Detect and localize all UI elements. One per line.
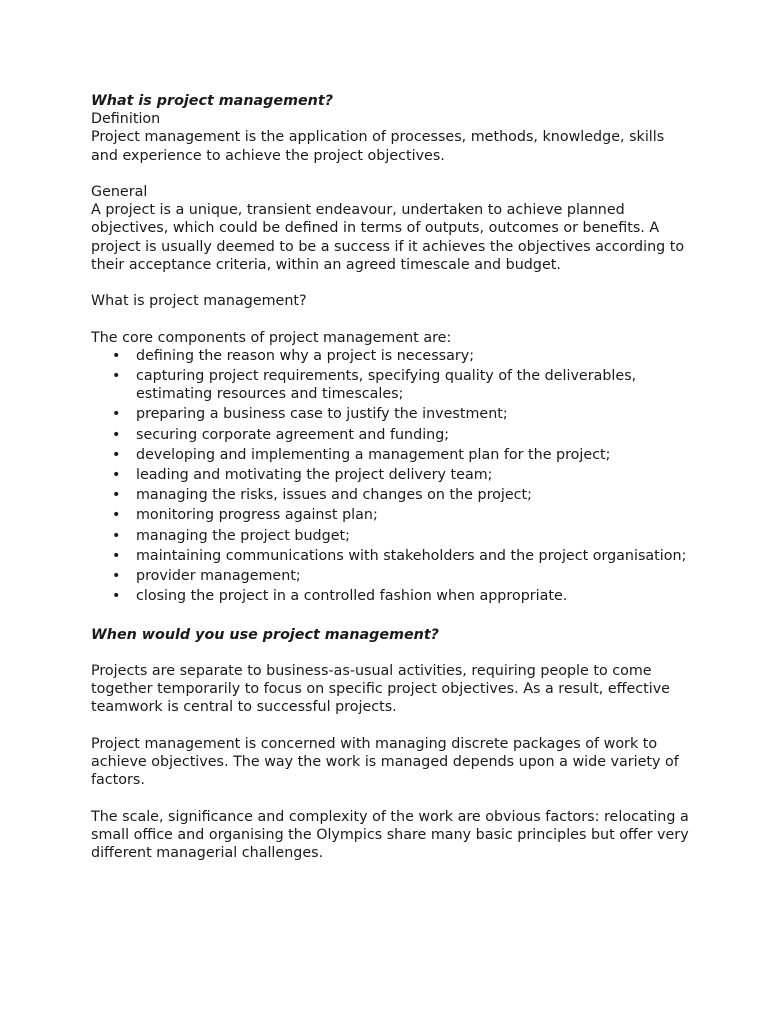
list-item: • managing the risks, issues and changes on the project; <box>136 486 691 504</box>
definition-label: Definition <box>91 111 161 128</box>
spacer <box>91 607 691 625</box>
document-body <box>91 92 691 862</box>
heading-what-is-project-management: What is project management? <box>91 93 333 109</box>
components-intro: The core components of project management are: <box>91 329 452 346</box>
list-item: • capturing project requirements, specifying quality of the deliverables, estimating resources and timescales; <box>136 367 691 403</box>
spacer <box>91 165 691 183</box>
definition-paragraph: Project management is the application of processes, methods, knowledge, skills and experience to achieve the project objectives. <box>91 129 665 164</box>
list-item: • leading and motivating the project delivery team; <box>136 466 691 484</box>
list-item: • defining the reason why a project is necessary; <box>136 347 691 365</box>
spacer <box>91 644 691 662</box>
list-item: • managing the project budget; <box>136 527 691 545</box>
heading-when-to-use: When would you use project management? <box>91 626 439 643</box>
list-item: • provider management; <box>136 567 691 585</box>
general-label: General <box>91 184 148 200</box>
list-item: • securing corporate agreement and funding; <box>136 426 691 444</box>
spacer <box>91 310 691 328</box>
components-list <box>91 347 691 606</box>
list-item: • maintaining communications with stakeholders and the project organisation; <box>136 547 691 565</box>
paragraph-discrete-work: Project management is concerned with managing discrete packages of work to achieve objectives. The way the work is managed depends upon a wide variety of factors. <box>91 735 679 789</box>
list-item: • monitoring progress against plan; <box>136 506 691 524</box>
spacer <box>91 717 691 735</box>
list-item: • developing and implementing a management plan for the project; <box>136 446 691 464</box>
question-repeat: What is project management? <box>91 293 307 310</box>
paragraph-scale: The scale, significance and complexity of the work are obvious factors: relocating a small office and organising the Olympics share many basic principles but offer very different managerial challenges. <box>91 808 689 862</box>
general-paragraph: A project is a unique, transient endeavour, undertaken to achieve planned objectives, which could be defined in terms of outputs, outcomes or benefits. A project is usually deemed to be a success if it achieves the objectives according to their acceptance criteria, within an agreed timescale and budget. <box>91 202 685 273</box>
spacer <box>91 274 691 292</box>
spacer <box>91 789 691 807</box>
list-item: • closing the project in a controlled fashion when appropriate. <box>136 587 691 605</box>
list-item: • preparing a business case to justify the investment; <box>136 405 691 423</box>
paragraph-teamwork: Projects are separate to business-as-usual activities, requiring people to come together temporarily to focus on specific project objectives. As a result, effective teamwork is central to successful projects. <box>91 663 670 716</box>
